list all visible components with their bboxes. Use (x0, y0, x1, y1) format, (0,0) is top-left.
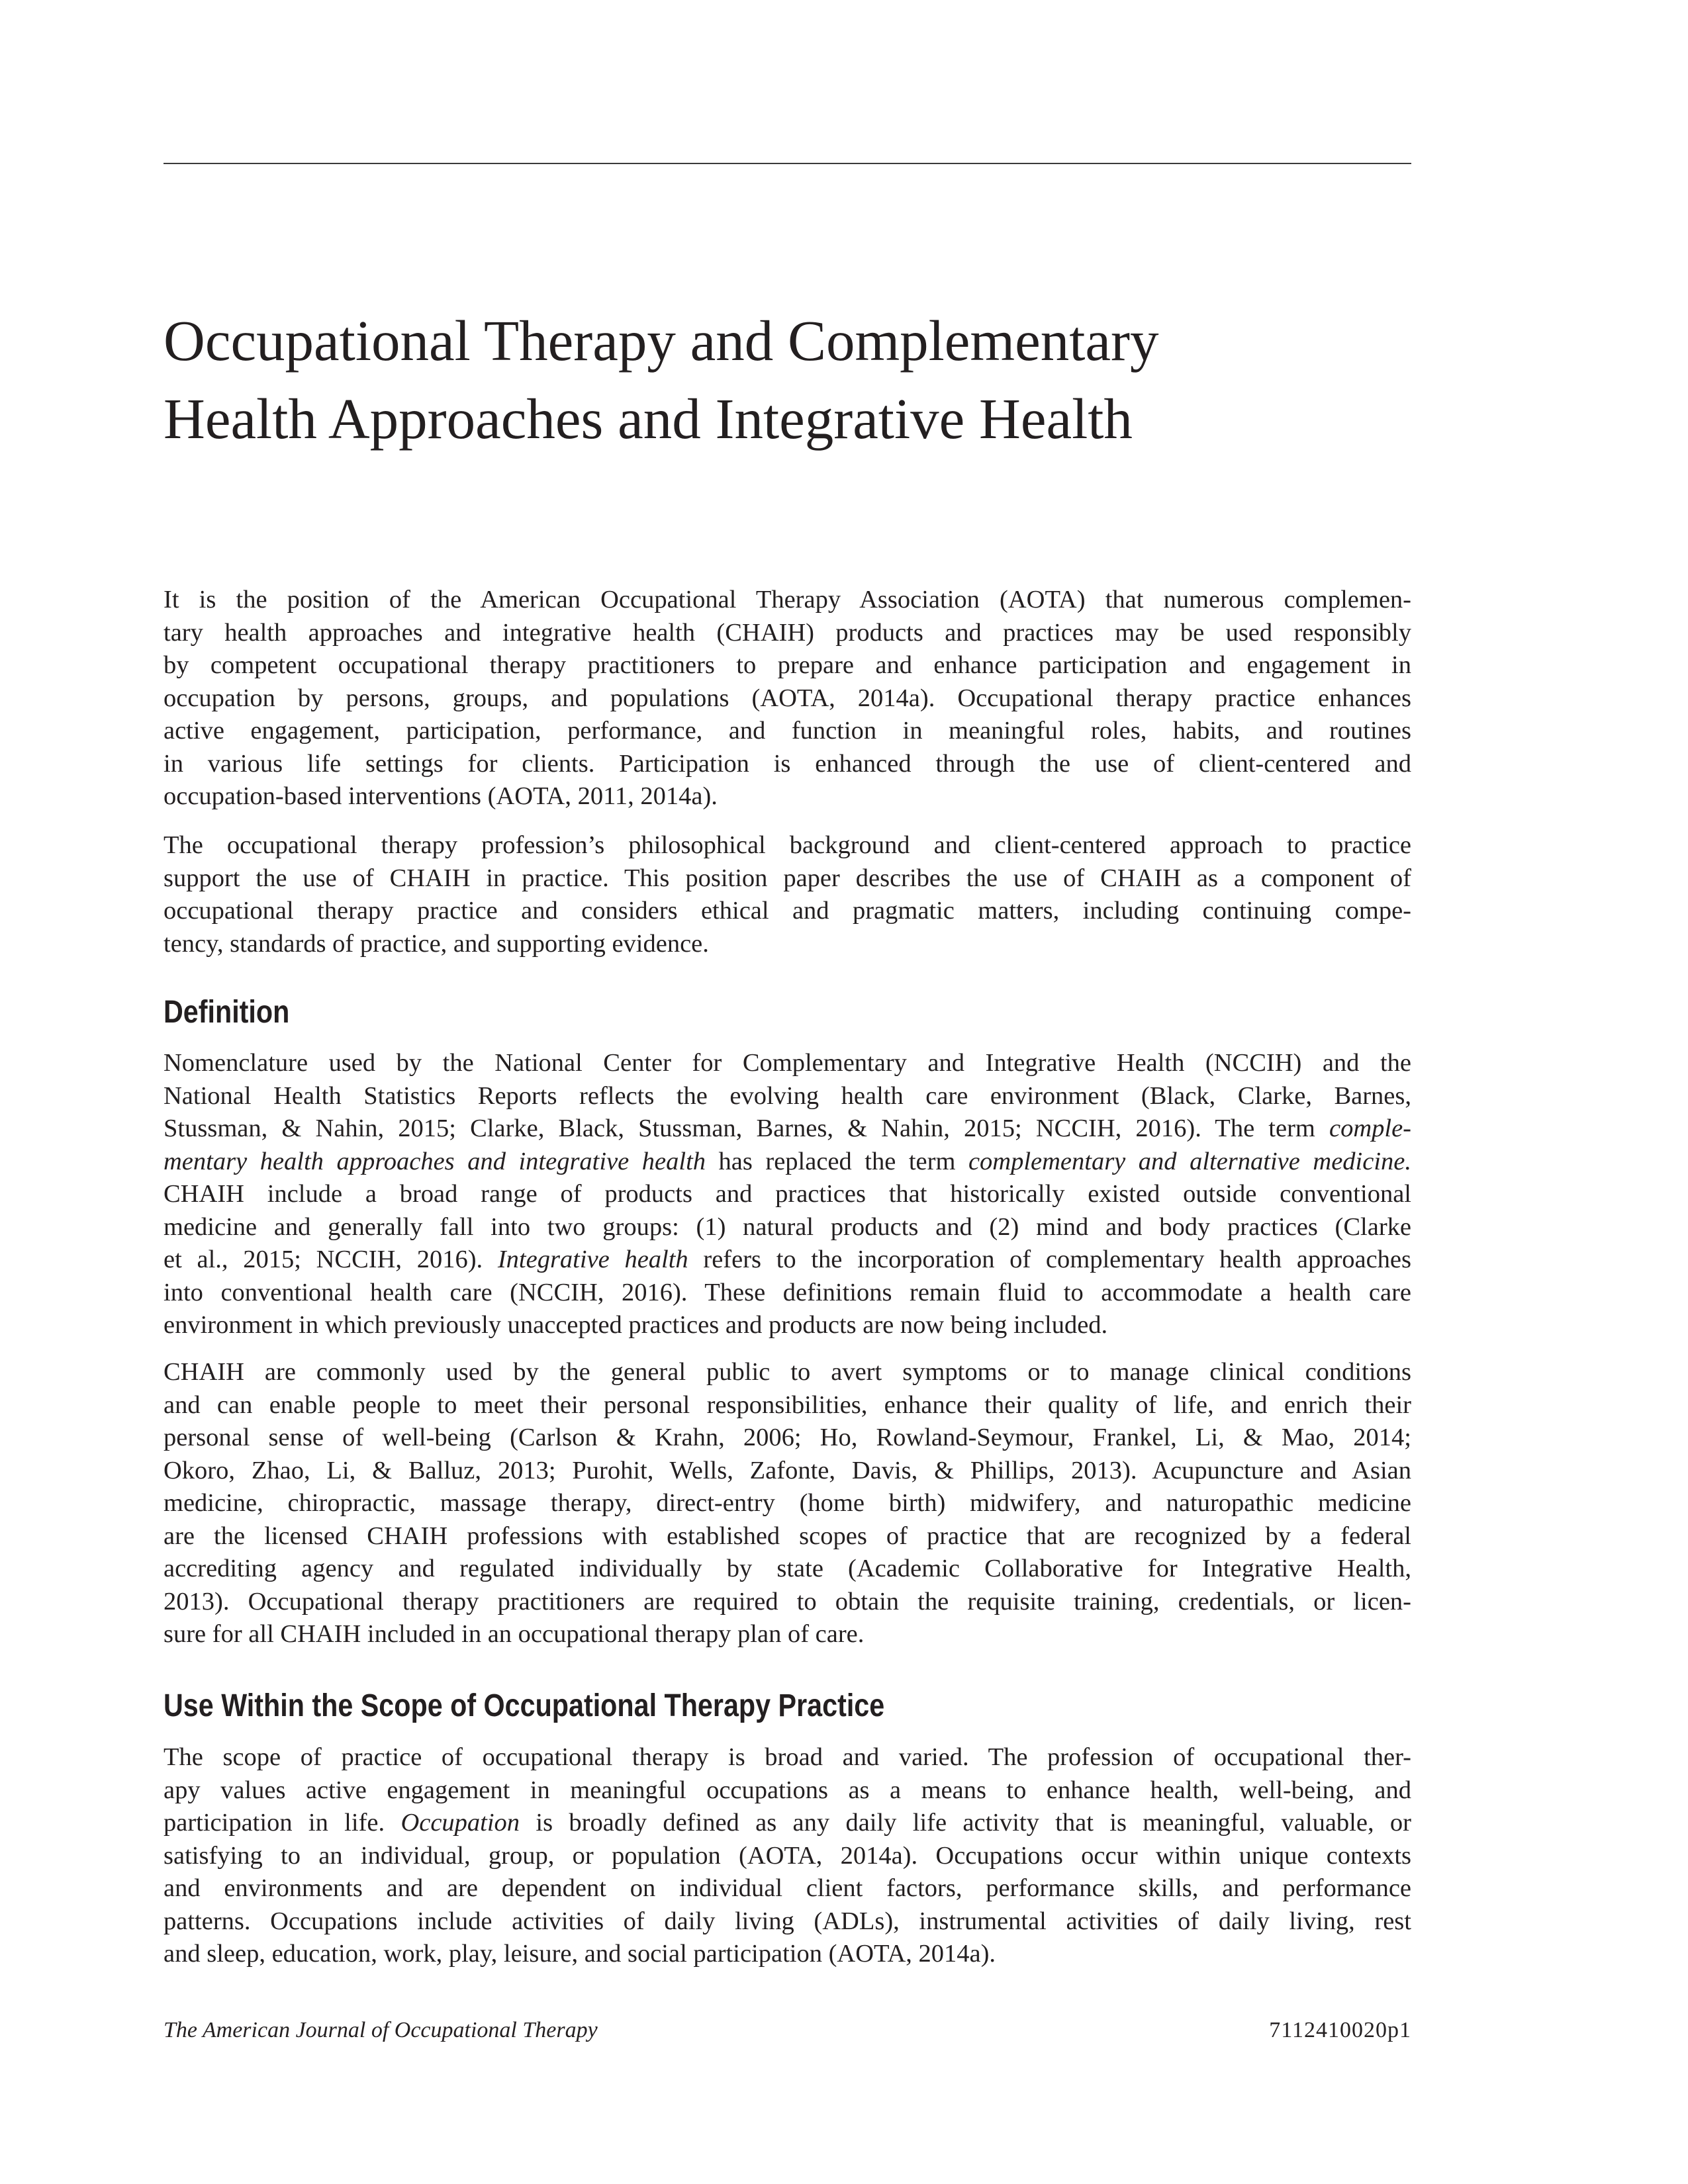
text-line: occupation by persons, groups, and populations (AOTA, 2014a). Occupational therapy practice enhances (164, 684, 1411, 712)
text-line: and environments and are dependent on individual client factors, performance skills, and performance (164, 1874, 1411, 1902)
text-line: support the use of CHAIH in practice. This position paper describes the use of CHAIH as a component of (164, 864, 1411, 892)
journal-name: The American Journal of Occupational Therapy (164, 2018, 598, 2042)
definition-paragraph-2 (164, 1356, 1411, 1651)
text-line: active engagement, participation, performance, and function in meaningful roles, habits, and routines (164, 717, 1411, 745)
definition-paragraph-1 (164, 1047, 1411, 1342)
text-line: Okoro, Zhao, Li, & Balluz, 2013; Purohit, Wells, Zafonte, Davis, & Phillips, 2013). Acupuncture and Asian (164, 1456, 1411, 1484)
title-line-2: Health Approaches and Integrative Health (164, 387, 1133, 451)
text-line: mentary health approaches and integrative health has replaced the term complementary and alternative medicine. (164, 1147, 1411, 1175)
page-title (164, 302, 1421, 458)
page-identifier: 7112410020p1 (1269, 2018, 1411, 2042)
text-line: environment in which previously unaccepted practices and products are now being included. (164, 1311, 1108, 1339)
intro-paragraph-2 (164, 829, 1411, 960)
text-line: in various life settings for clients. Participation is enhanced through the use of client-centered and (164, 749, 1411, 778)
text-line: patterns. Occupations include activities of daily living (ADLs), instrumental activities of daily living, rest (164, 1907, 1411, 1935)
text-line: into conventional health care (NCCIH, 2016). These definitions remain fluid to accommodate a health care (164, 1278, 1411, 1306)
text-line: Stussman, & Nahin, 2015; Clarke, Black, Stussman, Barnes, & Nahin, 2015; NCCIH, 2016). The term comple- (164, 1115, 1411, 1142)
top-rule (164, 163, 1411, 164)
title-line-1: Occupational Therapy and Complementary (164, 308, 1159, 373)
section-heading-scope: Use Within the Scope of Occupational Therapy Practice (164, 1688, 885, 1723)
text-line: sure for all CHAIH included in an occupational therapy plan of care. (164, 1620, 865, 1648)
text-line: satisfying to an individual, group, or population (AOTA, 2014a). Occupations occur within unique contexts (164, 1841, 1411, 1870)
text-line: 2013). Occupational therapy practitioners are required to obtain the requisite training, credentials, or licen- (164, 1587, 1411, 1615)
intro-paragraph-1 (164, 584, 1411, 813)
text-line: accrediting agency and regulated individually by state (Academic Collaborative for Integrative Health, (164, 1555, 1411, 1582)
text-line: participation in life. Occupation is broadly defined as any daily life activity that is meaningful, valuable, or (164, 1809, 1411, 1837)
scope-paragraph-1 (164, 1741, 1411, 1971)
text-line: medicine, chiropractic, massage therapy, direct-entry (home birth) midwifery, and naturopathic medicine (164, 1489, 1411, 1517)
text-line: CHAIH include a broad range of products and practices that historically existed outside conventional (164, 1180, 1411, 1208)
text-line: National Health Statistics Reports reflects the evolving health care environment (Black, Clarke, Barnes, (164, 1081, 1411, 1110)
text-line: The occupational therapy profession’s philosophical background and client-centered approach to practice (164, 831, 1411, 859)
text-line: are the licensed CHAIH professions with established scopes of practice that are recognized by a federal (164, 1522, 1411, 1550)
text-line: personal sense of well-being (Carlson & Krahn, 2006; Ho, Rowland-Seymour, Frankel, Li, & Mao, 2014; (164, 1424, 1411, 1451)
text-line: tency, standards of practice, and supporting evidence. (164, 929, 709, 958)
text-line: and sleep, education, work, play, leisure, and social participation (AOTA, 2014a). (164, 1940, 996, 1968)
text-line: tary health approaches and integrative health (CHAIH) products and practices may be used responsibly (164, 618, 1411, 647)
text-line: It is the position of the American Occupational Therapy Association (AOTA) that numerous complemen- (164, 586, 1411, 614)
text-line: and can enable people to meet their personal responsibilities, enhance their quality of life, and enrich their (164, 1390, 1411, 1419)
text-line: CHAIH are commonly used by the general public to avert symptoms or to manage clinical conditions (164, 1358, 1411, 1386)
text-line: occupation-based interventions (AOTA, 2011, 2014a). (164, 782, 718, 810)
text-line: apy values active engagement in meaningful occupations as a means to enhance health, well-being, and (164, 1776, 1411, 1804)
text-line: et al., 2015; NCCIH, 2016). Integrative health refers to the incorporation of complementary health approaches (164, 1246, 1411, 1273)
text-line: Nomenclature used by the National Center for Complementary and Integrative Health (NCCIH) and the (164, 1049, 1411, 1077)
text-line: The scope of practice of occupational therapy is broad and varied. The profession of occupational ther- (164, 1743, 1411, 1771)
text-line: medicine and generally fall into two groups: (1) natural products and (2) mind and body practices (Clarke (164, 1212, 1411, 1241)
text-line: by competent occupational therapy practitioners to prepare and enhance participation and engagement in (164, 651, 1411, 679)
text-line: occupational therapy practice and considers ethical and pragmatic matters, including continuing compe- (164, 897, 1411, 925)
section-heading-definition: Definition (164, 995, 290, 1030)
